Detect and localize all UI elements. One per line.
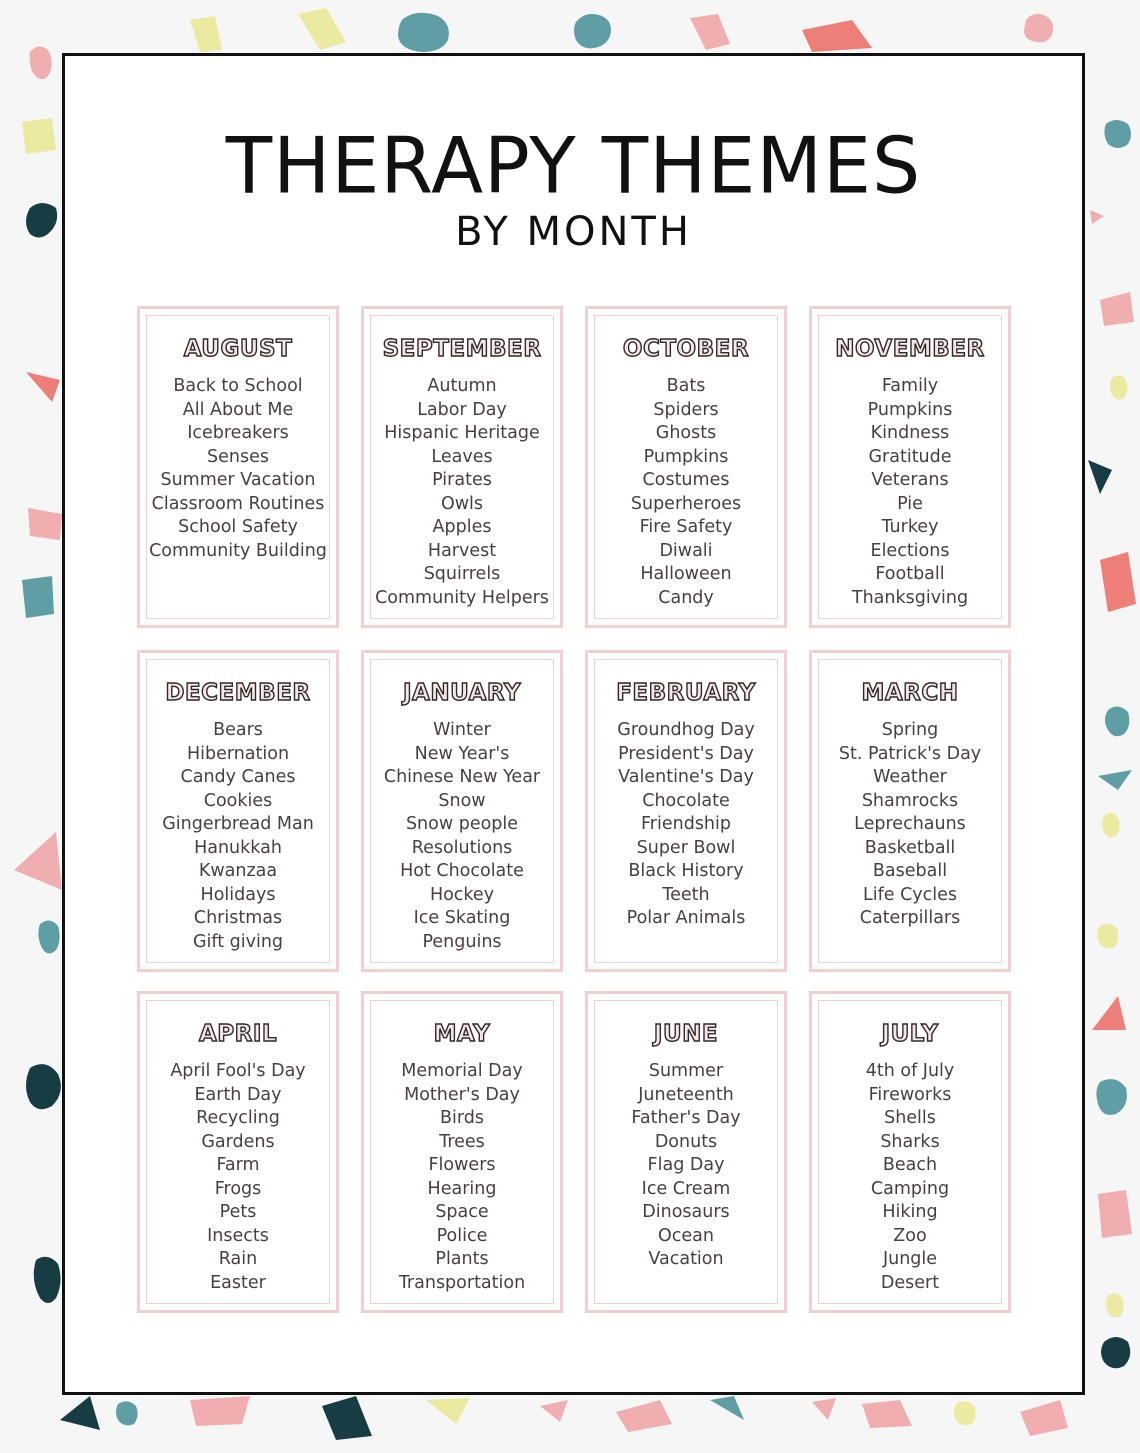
month-card-april [137,991,339,1313]
theme-item: Zoo [893,1225,927,1246]
theme-item: Leprechauns [854,814,966,834]
theme-item: New Year's [414,743,510,764]
theme-item: Christmas [193,908,283,928]
confetti-piece [1105,706,1129,736]
confetti-piece [1098,770,1132,790]
theme-item: Ice Skating [413,908,511,928]
theme-item: Rain [218,1249,258,1269]
theme-item: All About Me [182,399,294,420]
theme-item: Pumpkins [867,399,953,420]
theme-item: Leaves [431,446,493,467]
theme-item: Bats [666,376,706,396]
month-card-december [137,650,339,972]
confetti-piece [22,576,54,618]
theme-item: Earth Day [194,1084,282,1105]
theme-item: Dinosaurs [642,1202,730,1222]
theme-item: Harvest [427,540,497,561]
confetti-piece [1100,552,1136,612]
confetti-piece [710,1396,744,1420]
theme-item: Polar Animals [626,908,746,928]
month-card-may [361,991,563,1313]
theme-item: Police [436,1225,488,1246]
theme-item: Cookies [203,790,273,811]
theme-item: Basketball [864,837,956,858]
theme-item: Owls [440,493,484,514]
theme-list [371,1060,553,1295]
theme-item: Community Building [149,540,327,561]
theme-item: Spiders [653,399,719,420]
theme-item: Pumpkins [643,446,729,467]
theme-item: Vacation [648,1249,724,1269]
theme-item: Beach [882,1155,938,1175]
confetti-piece [26,1064,61,1109]
theme-item: Easter [210,1272,266,1293]
confetti-piece [540,1400,568,1422]
theme-item: Teeth [662,884,710,905]
theme-item: Recycling [196,1108,280,1128]
month-title: JANUARY [403,680,521,706]
theme-item: Donuts [654,1131,718,1152]
page-title: THERAPY THEMES [225,120,922,211]
theme-item: Ice Cream [641,1178,731,1199]
theme-item: Kwanzaa [198,861,278,881]
confetti-piece [1098,1190,1132,1238]
theme-item: Summer [648,1061,724,1081]
confetti-piece [22,118,56,154]
confetti-piece [322,1396,372,1440]
page-subtitle: BY MONTH [455,209,692,255]
theme-item: Flag Day [647,1155,725,1175]
confetti-piece [574,14,611,48]
theme-item: Autumn [427,376,497,396]
month-card-january [361,650,563,972]
theme-item: Holidays [200,884,276,905]
theme-item: Thanksgiving [851,587,969,608]
month-card-october [585,306,787,628]
theme-list [147,719,329,954]
confetti-piece [60,1396,100,1430]
theme-item: Fireworks [868,1084,952,1105]
theme-item: Hibernation [186,743,290,764]
theme-item: Groundhog Day [617,720,755,740]
confetti-piece [26,372,60,402]
confetti-piece [802,20,872,52]
confetti-piece [1088,460,1112,494]
theme-list [147,1060,329,1295]
theme-item: Space [435,1202,489,1222]
theme-item: Turkey [881,517,939,537]
theme-item: Football [875,564,945,584]
theme-list [595,375,777,610]
theme-item: Fire Safety [639,517,733,537]
theme-item: Pie [897,493,923,514]
confetti-piece [1104,120,1131,148]
theme-item: Father's Day [631,1108,741,1128]
theme-item: Hockey [429,884,495,905]
confetti-piece [1092,996,1126,1030]
confetti-piece [812,1398,836,1420]
theme-item: Ghosts [655,423,717,443]
confetti-piece [426,1398,470,1424]
theme-list [595,1060,777,1272]
theme-item: Resolutions [411,837,513,858]
theme-item: School Safety [178,517,298,537]
theme-item: Friendship [641,814,731,834]
confetti-piece [190,16,222,52]
confetti-piece [1100,292,1134,326]
theme-item: Pets [219,1202,257,1222]
theme-item: Hanukkah [194,837,282,858]
theme-list [819,719,1001,931]
confetti-piece [38,920,59,953]
worksheet-page [62,53,1085,1395]
theme-item: Pirates [432,470,492,490]
month-title: JUNE [653,1021,719,1047]
theme-item: Caterpillars [859,908,961,928]
theme-item: Hot Chocolate [400,861,524,881]
month-card-september [361,306,563,628]
theme-item: Baseball [872,861,948,881]
month-title: JULY [881,1021,939,1047]
theme-item: Elections [870,540,950,561]
theme-item: Transportation [398,1272,526,1293]
theme-item: Summer Vacation [160,470,316,490]
confetti-piece [954,1401,976,1425]
theme-item: Icebreakers [187,423,289,443]
theme-item: Insects [207,1225,269,1246]
theme-item: Gardens [201,1131,275,1152]
month-title: MARCH [861,680,959,706]
theme-item: Chocolate [642,790,730,811]
theme-item: Hearing [427,1178,497,1199]
theme-item: Sharks [880,1131,940,1152]
month-card-november [809,306,1011,628]
theme-item: Bears [213,720,263,740]
month-title: OCTOBER [622,336,750,362]
theme-item: April Fool's Day [170,1061,306,1081]
confetti-piece [1110,375,1128,399]
theme-item: Plants [435,1249,489,1269]
confetti-piece [1090,210,1104,224]
theme-item: Classroom Routines [151,493,325,514]
month-title: APRIL [198,1021,278,1047]
confetti-piece [1106,1293,1124,1317]
month-title: MAY [433,1021,491,1047]
confetti-piece [26,203,57,238]
theme-list [819,375,1001,610]
theme-item: Snow people [405,814,519,834]
theme-item: Back to School [173,376,303,396]
theme-item: Snow [438,790,486,811]
confetti-piece [1101,1337,1130,1368]
theme-item: Juneteenth [638,1084,734,1105]
theme-list [371,375,553,610]
theme-item: Candy [658,587,714,608]
theme-item: Ocean [658,1225,714,1246]
theme-list [147,375,329,563]
theme-item: Diwali [659,540,713,561]
confetti-piece [1096,1079,1126,1115]
theme-item: Squirrels [423,564,501,584]
theme-item: Shells [884,1108,936,1128]
theme-item: Candy Canes [180,767,296,787]
confetti-piece [14,832,62,890]
theme-item: Shamrocks [861,790,959,811]
theme-list [595,719,777,931]
theme-item: Senses [207,446,269,467]
theme-item: Gratitude [868,446,952,467]
confetti-piece [190,1396,250,1426]
theme-list [819,1060,1001,1295]
theme-item: Winter [433,720,491,740]
confetti-piece [1020,1400,1068,1436]
confetti-piece [1097,924,1118,949]
theme-item: St. Patrick's Day [838,743,982,764]
theme-item: Chinese New Year [383,767,541,787]
confetti-piece [34,1257,61,1303]
theme-item: Farm [216,1155,260,1175]
theme-item: Labor Day [417,399,507,420]
theme-item: Halloween [640,564,732,584]
theme-item: Gingerbread Man [162,814,314,834]
theme-item: Memorial Day [401,1061,523,1081]
theme-item: Apples [432,517,492,537]
theme-item: Gift giving [192,931,284,952]
theme-item: Black History [628,861,744,881]
confetti-piece [30,46,52,79]
confetti-piece [1102,813,1120,837]
month-card-august [137,306,339,628]
month-card-march [809,650,1011,972]
month-card-june [585,991,787,1313]
theme-item: Spring [881,720,939,740]
theme-item: Community Helpers [375,587,549,608]
theme-item: Kindness [870,423,950,443]
theme-item: Flowers [428,1155,496,1175]
month-title: NOVEMBER [835,336,985,362]
theme-item: Valentine's Day [618,767,754,787]
theme-item: Hiking [882,1202,938,1222]
confetti-piece [1024,14,1053,43]
theme-item: Frogs [214,1178,262,1199]
theme-item: Desert [880,1272,940,1293]
theme-item: Veterans [871,470,949,490]
theme-item: Life Cycles [862,884,958,905]
confetti-piece [862,1400,912,1428]
theme-item: Camping [870,1178,950,1199]
theme-item: Mother's Day [404,1084,520,1105]
month-title: AUGUST [183,336,293,362]
month-card-february [585,650,787,972]
confetti-piece [298,8,346,50]
confetti-piece [690,14,730,50]
theme-item: Penguins [422,931,502,952]
theme-item: Costumes [642,470,730,490]
confetti-piece [616,1400,672,1432]
theme-item: President's Day [618,743,754,764]
theme-item: Family [881,376,939,396]
theme-item: Jungle [882,1249,938,1269]
confetti-piece [116,1401,138,1425]
theme-item: Superheroes [630,493,742,514]
month-title: SEPTEMBER [382,336,542,362]
month-title: FEBRUARY [616,680,756,706]
month-card-july [809,991,1011,1313]
theme-list [371,719,553,954]
theme-item: Hispanic Heritage [384,423,540,443]
theme-item: Weather [873,767,947,787]
theme-item: Birds [440,1108,484,1128]
confetti-piece [28,508,62,540]
confetti-piece [398,13,449,52]
theme-item: 4th of July [865,1061,955,1081]
month-title: DECEMBER [165,680,311,706]
theme-item: Trees [439,1131,485,1152]
theme-item: Super Bowl [636,837,736,858]
